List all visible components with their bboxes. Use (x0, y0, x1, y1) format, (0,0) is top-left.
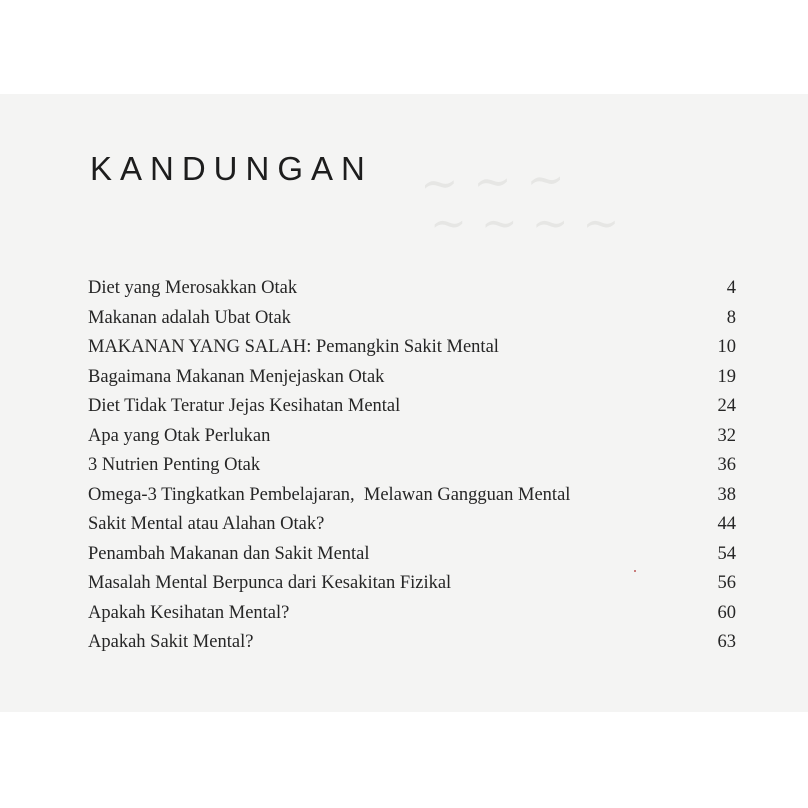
toc-entry-page: 56 (717, 573, 736, 593)
toc-entry-page: 36 (717, 455, 736, 475)
show-through-decoration: ~ ~ ~ (419, 151, 566, 211)
toc-entry (88, 396, 736, 426)
toc-entry (88, 632, 736, 662)
toc-entry-title: Apakah Sakit Mental? (88, 632, 254, 652)
toc-entry (88, 426, 736, 456)
toc-entry-title: Sakit Mental atau Alahan Otak? (88, 514, 325, 534)
toc-entry (88, 514, 736, 544)
toc-entry (88, 308, 736, 338)
toc-entry-title: Omega-3 Tingkatkan Pembelajaran, Melawan Gangguan Mental (88, 484, 571, 505)
toc-entry-page: 60 (717, 602, 736, 623)
toc-entry (88, 485, 736, 515)
toc-entry-page: 38 (717, 484, 736, 505)
toc-entry-title: Masalah Mental Berpunca dari Kesakitan Fizikal (88, 573, 452, 593)
toc-entry-page: 63 (717, 632, 736, 652)
toc-entry-title: 3 Nutrien Penting Otak (88, 455, 261, 475)
table-of-contents (88, 278, 736, 662)
paper-speck (634, 570, 636, 572)
toc-entry (88, 455, 736, 485)
toc-entry (88, 573, 736, 603)
toc-entry-title: Makanan adalah Ubat Otak (88, 307, 291, 328)
toc-entry-page: 32 (717, 425, 736, 446)
toc-entry-page: 44 (717, 514, 736, 534)
toc-entry (88, 603, 736, 633)
toc-entry-title: Apakah Kesihatan Mental? (88, 602, 290, 623)
toc-entry (88, 278, 736, 308)
toc-entry-title: Penambah Makanan dan Sakit Mental (88, 543, 370, 564)
book-page (0, 94, 808, 712)
page-title: KANDUNGAN (90, 150, 373, 187)
toc-entry (88, 367, 736, 397)
toc-entry-title: Diet Tidak Teratur Jejas Kesihatan Mental (88, 396, 401, 416)
toc-entry-title: Diet yang Merosakkan Otak (88, 278, 298, 298)
show-through-decoration: ~ ~ ~ ~ (430, 198, 620, 249)
toc-entry-title: Bagaimana Makanan Menjejaskan Otak (88, 366, 385, 387)
toc-entry-page: 10 (717, 337, 736, 357)
toc-entry-page: 4 (726, 278, 736, 298)
toc-entry (88, 544, 736, 574)
toc-entry-page: 19 (717, 366, 736, 387)
toc-entry-page: 54 (717, 543, 736, 564)
toc-entry-title: Apa yang Otak Perlukan (88, 425, 271, 446)
toc-entry-title: MAKANAN YANG SALAH: Pemangkin Sakit Mental (88, 337, 499, 357)
toc-entry-page: 8 (726, 307, 736, 328)
toc-entry (88, 337, 736, 367)
toc-entry-page: 24 (717, 396, 736, 416)
